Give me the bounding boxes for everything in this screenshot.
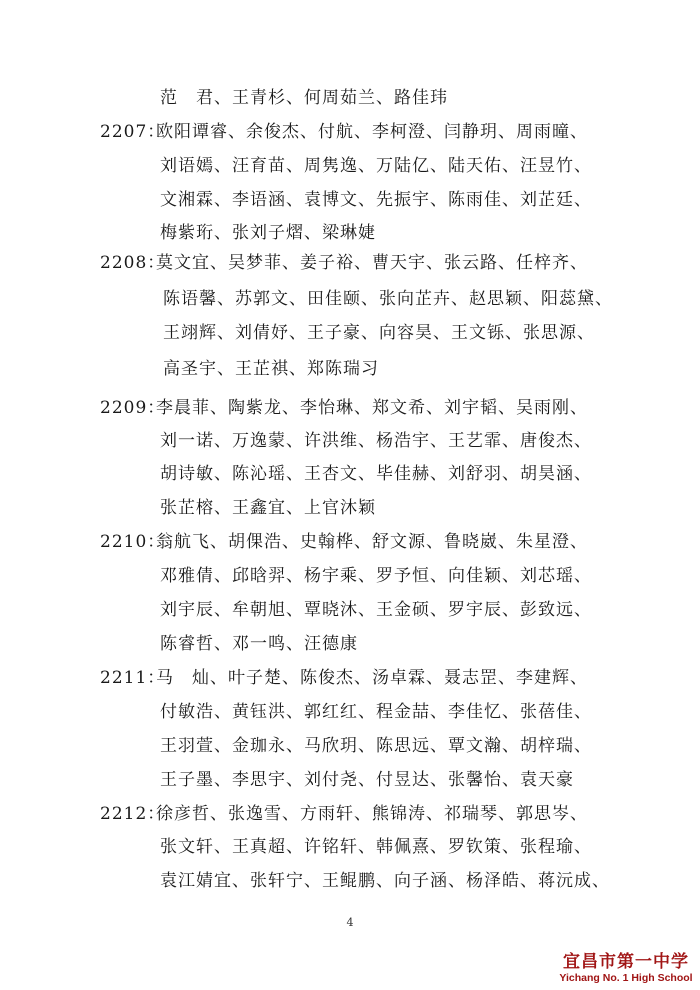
class-number: 2207： <box>100 122 166 142</box>
class-number: 2209： <box>100 398 166 418</box>
name-line <box>160 185 592 215</box>
name-line <box>160 629 358 659</box>
name-line <box>100 393 588 423</box>
name-line <box>100 117 588 147</box>
name-line <box>100 527 588 557</box>
name-line <box>163 318 595 348</box>
student-names: 刘语嫣、汪育苗、周隽逸、万陆亿、陆天佑、汪昱竹、 <box>160 156 592 176</box>
student-names: 徐彦哲、张逸雪、方雨轩、熊锦涛、祁瑞琴、郭思岑、 <box>156 804 588 824</box>
school-logo <box>556 947 696 984</box>
student-names: 梅紫珩、张刘子熠、梁琳婕 <box>160 223 376 243</box>
student-names: 欧阳谭睿、余俊杰、付航、李柯澄、闫静玥、周雨曈、 <box>156 122 588 142</box>
class-number: 2208： <box>100 253 166 273</box>
name-line <box>160 218 376 248</box>
name-line <box>163 284 613 314</box>
student-names: 王子墨、李思宇、刘付尧、付昱达、张馨怡、袁天豪 <box>160 770 574 790</box>
school-logo-english: Yichang No. 1 High School <box>559 972 693 984</box>
student-names: 王翊辉、刘倩妤、王子豪、向容昊、王文铄、张思源、 <box>163 323 595 343</box>
student-names: 胡诗敏、陈沁瑶、王杏文、毕佳赫、刘舒羽、胡昊涵、 <box>160 464 592 484</box>
name-line <box>160 561 592 591</box>
student-names: 范 君、王青杉、何周茹兰、路佳玮 <box>160 88 448 108</box>
class-number: 2210： <box>100 532 166 552</box>
name-line <box>160 731 592 761</box>
name-line <box>160 697 592 727</box>
student-names: 陈语馨、苏郭文、田佳颐、张向芷卉、赵思颖、阳蕊黛、 <box>163 289 613 309</box>
name-line <box>160 151 592 181</box>
name-line <box>100 663 588 693</box>
student-names: 陈睿哲、邓一鸣、汪德康 <box>160 634 358 654</box>
student-names: 付敏浩、黄钰洪、郭红红、程金喆、李佳忆、张蓓佳、 <box>160 702 592 722</box>
name-line <box>160 866 610 896</box>
name-line <box>163 354 379 384</box>
student-names: 李晨菲、陶紫龙、李怡琳、郑文希、刘宇韬、吴雨刚、 <box>156 398 588 418</box>
name-line <box>160 459 592 489</box>
student-names: 刘一诺、万逸蒙、许洪维、杨浩宇、王艺霏、唐俊杰、 <box>160 431 592 451</box>
student-names: 张文轩、王真超、许铭轩、韩佩熹、罗钦策、张程瑜、 <box>160 837 592 857</box>
school-logo-chinese: 宜昌市第一中学 <box>563 952 689 972</box>
student-names: 王羽萱、金珈永、马欣玥、陈思远、覃文瀚、胡梓瑞、 <box>160 736 592 756</box>
student-names: 刘宇辰、牟朝旭、覃晓沐、王金硕、罗宇辰、彭致远、 <box>160 600 592 620</box>
class-number: 2212： <box>100 804 166 824</box>
name-line <box>160 832 592 862</box>
name-line <box>100 248 588 278</box>
name-line <box>160 426 592 456</box>
student-names: 翁航飞、胡倮浩、史翰桦、舒文源、鲁晓崴、朱星澄、 <box>156 532 588 552</box>
student-names: 文湘霖、李语涵、袁博文、先振宇、陈雨佳、刘芷廷、 <box>160 190 592 210</box>
student-names: 邓雅倩、邱晗羿、杨宇乘、罗予恒、向佳颖、刘芯瑶、 <box>160 566 592 586</box>
student-names: 高圣宇、王芷祺、郑陈瑞习 <box>163 359 379 379</box>
name-line <box>160 493 376 523</box>
student-names: 张芷榕、王鑫宜、上官沐颖 <box>160 498 376 518</box>
name-line <box>160 595 592 625</box>
page-number: 4 <box>346 916 354 929</box>
name-line <box>160 83 448 113</box>
student-names: 莫文宜、吴梦菲、姜子裕、曹天宇、张云路、任梓齐、 <box>156 253 588 273</box>
student-names: 袁江婧宜、张轩宁、王鲲鹏、向子涵、杨泽皓、蒋沅成、 <box>160 871 610 891</box>
name-line <box>100 799 588 829</box>
class-number: 2211： <box>100 668 166 688</box>
student-names: 马 灿、叶子楚、陈俊杰、汤卓霖、聂志罡、李建辉、 <box>156 668 588 688</box>
name-line <box>160 765 574 795</box>
